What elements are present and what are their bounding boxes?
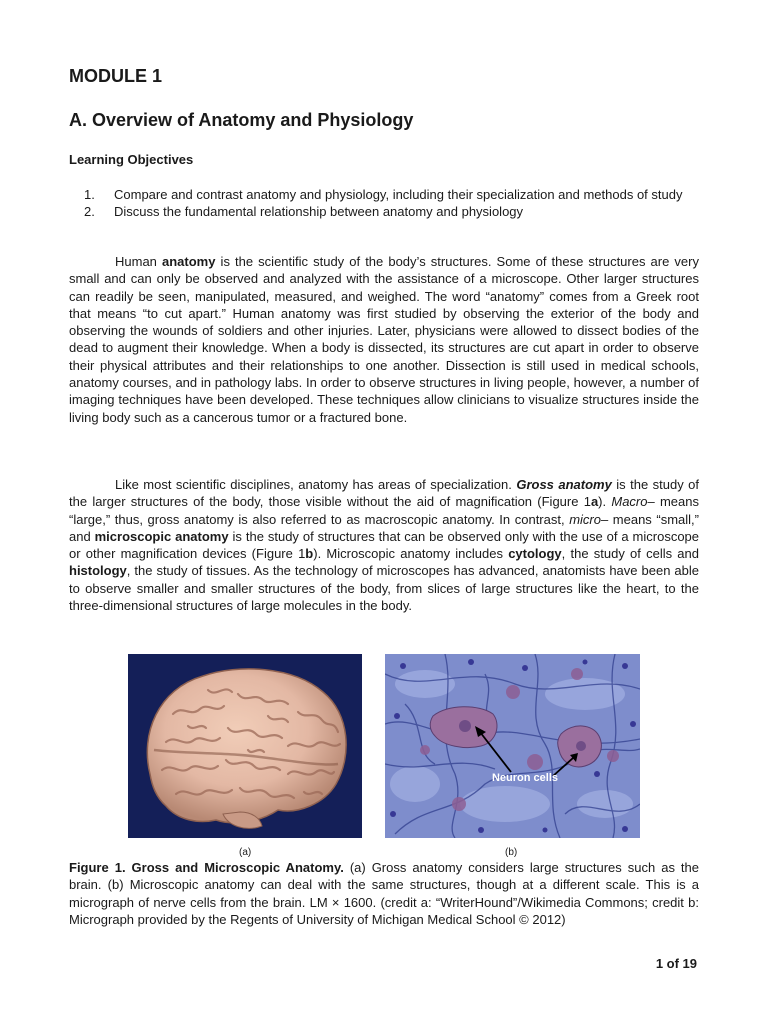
learning-objectives-heading: Learning Objectives [69,152,194,167]
term-cytology: cytology [508,546,562,562]
text-run: is the study of structures that can be observed only with the use of a microscope or other magnification devices (Figure 1 [69,528,700,562]
text-run: , the study of tissues. As the technology of microscopes has advanced, anatomists have been able to observe smaller and smaller structures of the body, from slices of large structures like the heart, to the three-dimensional structures of large molecules in the body. [69,563,699,614]
learning-objectives-list [69,186,699,220]
figure-label-b: (b) [505,847,518,858]
text-run: Human [115,254,162,269]
page-number: 1 of 19 [655,956,697,971]
text-run: – means “small,” and [69,511,700,544]
neuron-micrograph [385,654,640,838]
text-run: Like most scientific disciplines, anatomy has areas of specialization. [115,477,517,492]
figure-caption [69,859,699,928]
module-title: MODULE 1 [69,66,163,86]
objective-number: 2. [84,204,95,219]
objective-text: Compare and contrast anatomy and physiology, including their specialization and methods of study [114,187,683,202]
term-macro: Macro [611,494,648,510]
objective-item [69,203,699,220]
micrograph-illustration [385,654,640,838]
text-run: ). [598,494,612,510]
term-micro: micro [569,511,601,527]
neuron-cells-label: Neuron cells [491,772,559,784]
term-histology: histology [69,563,127,579]
caption-text: (a) Gross anatomy considers large structures such as the brain. (b) Microscopic anatomy can deal with the same structures, though at a different scale. This is a micrograph of nerve cells from the brain. LM × 1600. (credit a: “WriterHound”/Wikimedia Commons; credit b: Micrograph provided by the Regents of University of Michigan Medical School © 2012) [69,860,699,927]
objective-number: 1. [84,187,95,202]
brain-photo [128,654,362,838]
term-microscopic-anatomy: microscopic anatomy [94,528,229,544]
text-run: is the scientific study of the body’s structures. Some of these structures are very small and can only be observed and analyzed with the assistance of a microscope. Other larger structures can readily be seen, manipulated, measured, and weighed. The word “anatomy” comes from a Greek root that means “to cut apart.” Human anatomy was first studied by observing the exterior of the body and observing the wounds of soldiers and other injuries. Later, physicians were allowed to dissect bodies of the dead to augment their knowledge. When a body is dissected, its structures are cut apart in order to observe their physical attributes and their relationships to one another. Dissection is still used in medical schools, anatomy courses, and in pathology labs. In order to observe structures in living people, however, a number of imaging techniques have been developed. These techniques allow clinicians to visualize structures inside the living body such as a cancerous tumor or a fractured bone. [69,254,699,425]
figure-label-a: (a) [239,847,252,858]
section-title: A. Overview of Anatomy and Physiology [69,110,414,130]
caption-title: Figure 1. Gross and Microscopic Anatomy. [69,860,344,875]
objective-item [69,186,699,203]
objective-text: Discuss the fundamental relationship between anatomy and physiology [114,204,524,219]
term-anatomy: anatomy [162,254,216,269]
text-run: – means “large,” thus, gross anatomy is also referred to as macroscopic anatomy. In contrast, [69,494,699,527]
text-run: ). Microscopic anatomy includes [313,546,509,562]
text-run: , the study of cells and [561,546,699,562]
term-gross-anatomy: Gross anatomy [516,477,612,492]
figure-ref-b: b [305,546,314,562]
paragraph-anatomy-intro [69,253,699,426]
figure-ref-a: a [590,494,599,510]
paragraph-specialization [69,476,699,614]
text-run: is the study of the larger structures of the body, those visible without the aid of magnification (Figure 1 [69,477,699,510]
brain-illustration [128,654,362,838]
